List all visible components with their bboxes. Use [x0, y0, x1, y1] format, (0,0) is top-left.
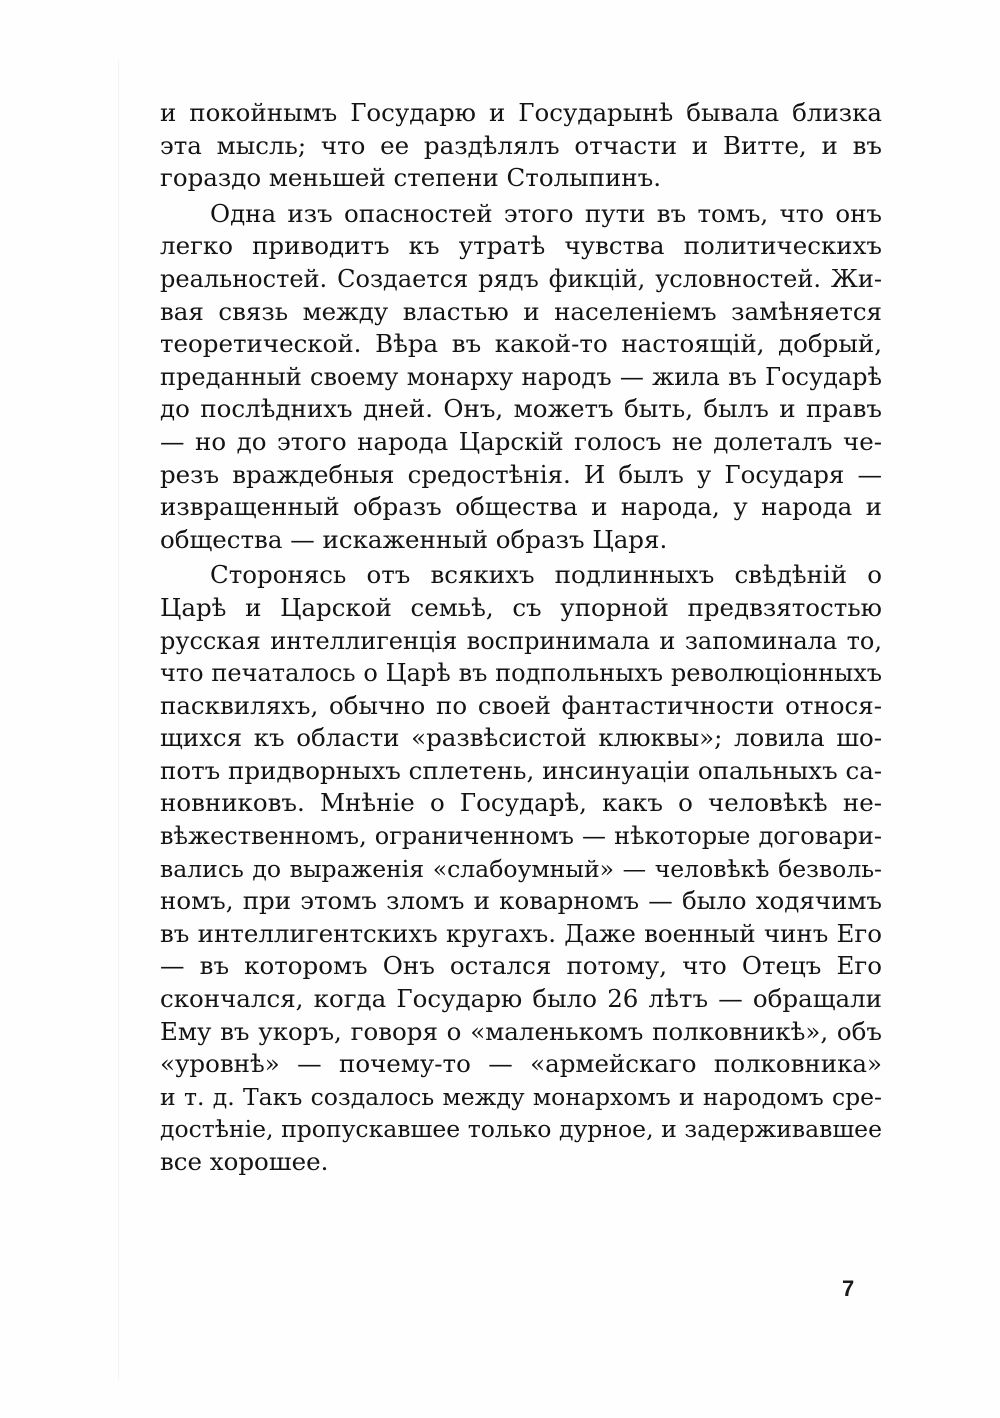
text-line: реальностей. Создается рядъ фикцій, условностей. Жи- — [160, 264, 882, 293]
text-line: вѣжественномъ, ограниченномъ — нѣкоторые договари- — [160, 822, 882, 851]
text-line: пасквиляхъ, обычно по своей фантастичности относя- — [160, 690, 882, 720]
text-line: скончался, когда Государю было 26 лѣтъ — обращали — [160, 984, 882, 1014]
scan-edge-shadow — [118, 60, 119, 1380]
text-line: Царѣ и Царской семьѣ, съ упорной предвзятостью — [160, 592, 882, 622]
text-line: вая связь между властью и населеніемъ замѣняется — [160, 296, 882, 326]
page-number: 7 — [842, 1276, 855, 1301]
text-line: щихся къ области «развѣсистой клюквы»; ловила шо- — [160, 723, 882, 753]
text-line: все хорошее. — [160, 1147, 329, 1176]
text-line: Сторонясь отъ всякихъ подлинныхъ свѣдѣній о — [210, 560, 882, 590]
text-line: резъ враждебныя средостѣнія. И былъ у Государя — — [160, 459, 882, 489]
text-line: Одна изъ опасностей этого пути въ томъ, что онъ — [210, 198, 882, 228]
text-line: извращенный образъ общества и народа, у народа и — [160, 492, 882, 522]
text-line: «уровнѣ» — почему-то — «армейскаго полковника» — [160, 1049, 882, 1079]
text-line: преданный своему монарху народъ — жила въ Государѣ — [160, 362, 882, 391]
text-line: русская интеллигенція воспринимала и запоминала то, — [160, 626, 882, 655]
text-line: вались до выраженія «слабоумный» — человѣкѣ безволь- — [160, 854, 882, 883]
text-line: новниковъ. Мнѣніе о Государѣ, какъ о человѣкѣ не- — [160, 788, 882, 818]
text-line: въ интеллигентскихъ кругахъ. Даже военный чинъ Его — [160, 918, 882, 948]
text-line: и покойнымъ Государю и Государынѣ бывала близка — [160, 98, 882, 127]
text-line: эта мысль; что ее раздѣлялъ отчасти и Витте, и въ — [160, 130, 882, 160]
text-line: легко приводитъ къ утратѣ чувства политическихъ — [160, 231, 882, 261]
text-line: номъ, при этомъ зломъ и коварномъ — было ходячимъ — [160, 886, 882, 916]
text-line: Ему въ укоръ, говоря о «маленькомъ полковникѣ», объ — [160, 1016, 882, 1046]
text-line: — но до этого народа Царскій голосъ не долеталъ че- — [160, 426, 882, 456]
body-text — [160, 97, 882, 1179]
text-line: что печаталось о Царѣ въ подпольныхъ революціонныхъ — [160, 659, 882, 688]
text-line: потъ придворныхъ сплетень, инсинуаціи опальныхъ са- — [160, 755, 882, 785]
text-line: — въ которомъ Онъ остался потому, что Отецъ Его — [160, 951, 882, 981]
text-line: общества — искаженный образъ Царя. — [160, 524, 668, 554]
text-line: и т. д. Такъ создалось между монархомъ и народомъ сре- — [160, 1082, 882, 1111]
text-line: до послѣднихъ дней. Онъ, можетъ быть, былъ и правъ — [160, 394, 882, 424]
text-line: достѣніе, пропускавшее только дурное, и задерживавшее — [160, 1115, 882, 1144]
text-line: теоретической. Вѣра въ какой-то настоящій, добрый, — [160, 329, 882, 359]
text-line: гораздо меньшей степени Столыпинъ. — [160, 163, 662, 193]
